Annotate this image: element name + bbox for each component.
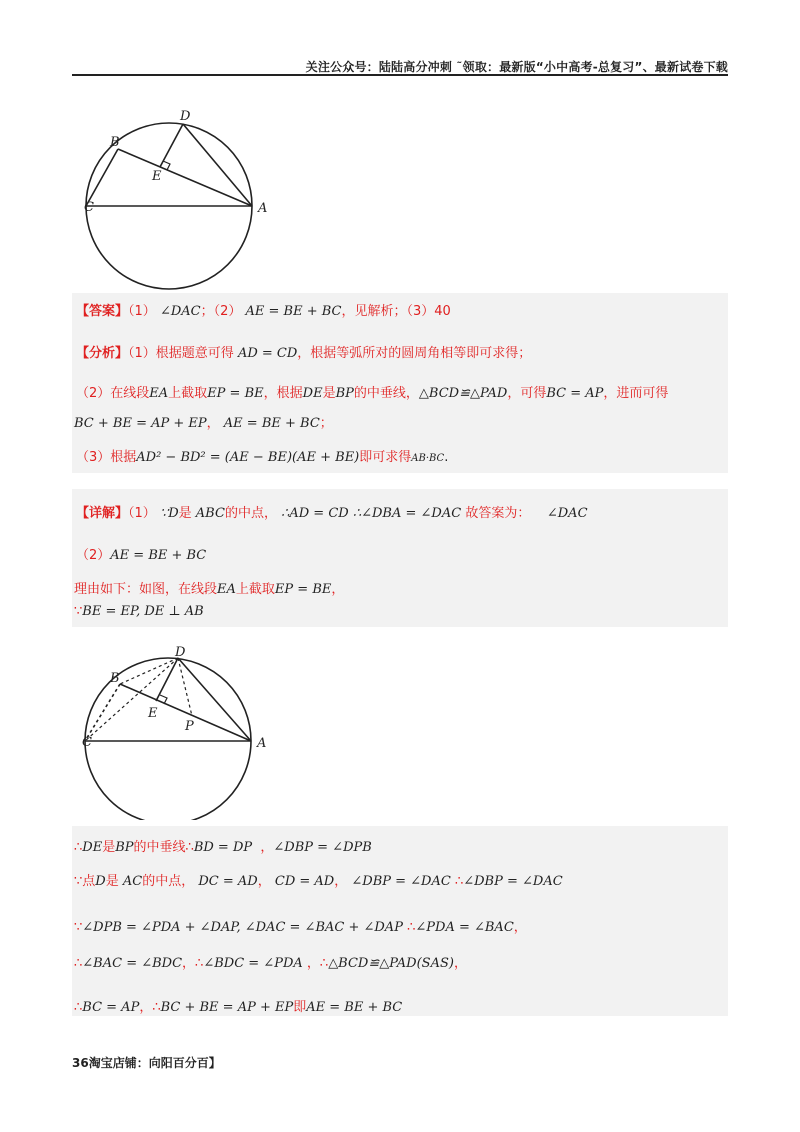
geometry-figure-1 [80,100,280,290]
geometry-figure-2 [74,636,276,820]
label-a: A [258,201,268,216]
analysis-line-4: （3）根据AD² − BD² = (AE − BE)(AE + BE)即可求得AB·BC. [76,450,449,465]
detail-line-4: ∵BE = EP, DE ⊥ AB [74,604,204,619]
detail-line-3: 理由如下：如图，在线段EA上截取EP = BE， [74,582,345,597]
analysis-line-3: BC + BE = AP + EP， AE = BE + BC； [74,416,333,431]
page-header: 关注公众号：陆陆高分冲刺 ˜领取：最新版“小中高考-总复习”、最新试卷下载 [305,60,728,74]
label-b: B [110,671,120,686]
proof-line-1: ∴DE是BP的中垂线∴BD = DP ，∠DBP = ∠DPB [74,840,372,855]
page-footer: 36淘宝店铺：向阳百分百】 [72,1056,221,1070]
segment-de [156,658,178,701]
detail-line-1: 【详解】（1） ∵D是 ABC的中点， ∴AD = CD ∴∠DBA = ∠DAC 故答案为： ∠DAC [76,506,588,521]
label-c: C [82,735,92,750]
segment-db-dashed [120,658,178,684]
segment-dc-dashed [85,658,178,741]
analysis-line-1: 【分析】（1）根据题意可得 AD = CD，根据等弧所对的圆周角相等即可求得； [76,346,532,361]
proof-line-4: ∴∠BAC = ∠BDC，∴∠BDC = ∠PDA ，∴△BCD≌△PAD(SAS)， [74,956,467,971]
proof-line-3: ∵∠DPB = ∠PDA + ∠DAP, ∠DAC = ∠BAC + ∠DAP ∴∠PDA = ∠BAC， [74,920,527,935]
proof-line-2: ∵点D是 AC的中点， DC = AD， CD = AD， ∠DBP = ∠DAC ∴∠DBP = ∠DAC [74,874,563,889]
label-e: E [148,706,158,721]
chord-ba [118,149,252,206]
proof-line-5: ∴BC = AP，∴BC + BE = AP + EP即AE = BE + BC [74,1000,403,1015]
label-a: A [257,736,267,751]
answer-line: 【答案】（1） ∠DAC；（2） AE = BE + BC，见解析；（3）40 [76,304,451,319]
label-c: C [84,200,94,215]
label-p: P [185,719,194,734]
header-divider [72,74,728,76]
analysis-line-2: （2）在线段EA上截取EP = BE，根据DE是BP的中垂线，△BCD≌△PAD，可得BC = AP，进而可得 [76,386,669,401]
label-e: E [152,169,162,184]
label-b: B [110,135,120,150]
label-d: D [180,109,191,124]
label-d: D [175,645,186,660]
detail-line-2: （2）AE = BE + BC [76,548,207,563]
